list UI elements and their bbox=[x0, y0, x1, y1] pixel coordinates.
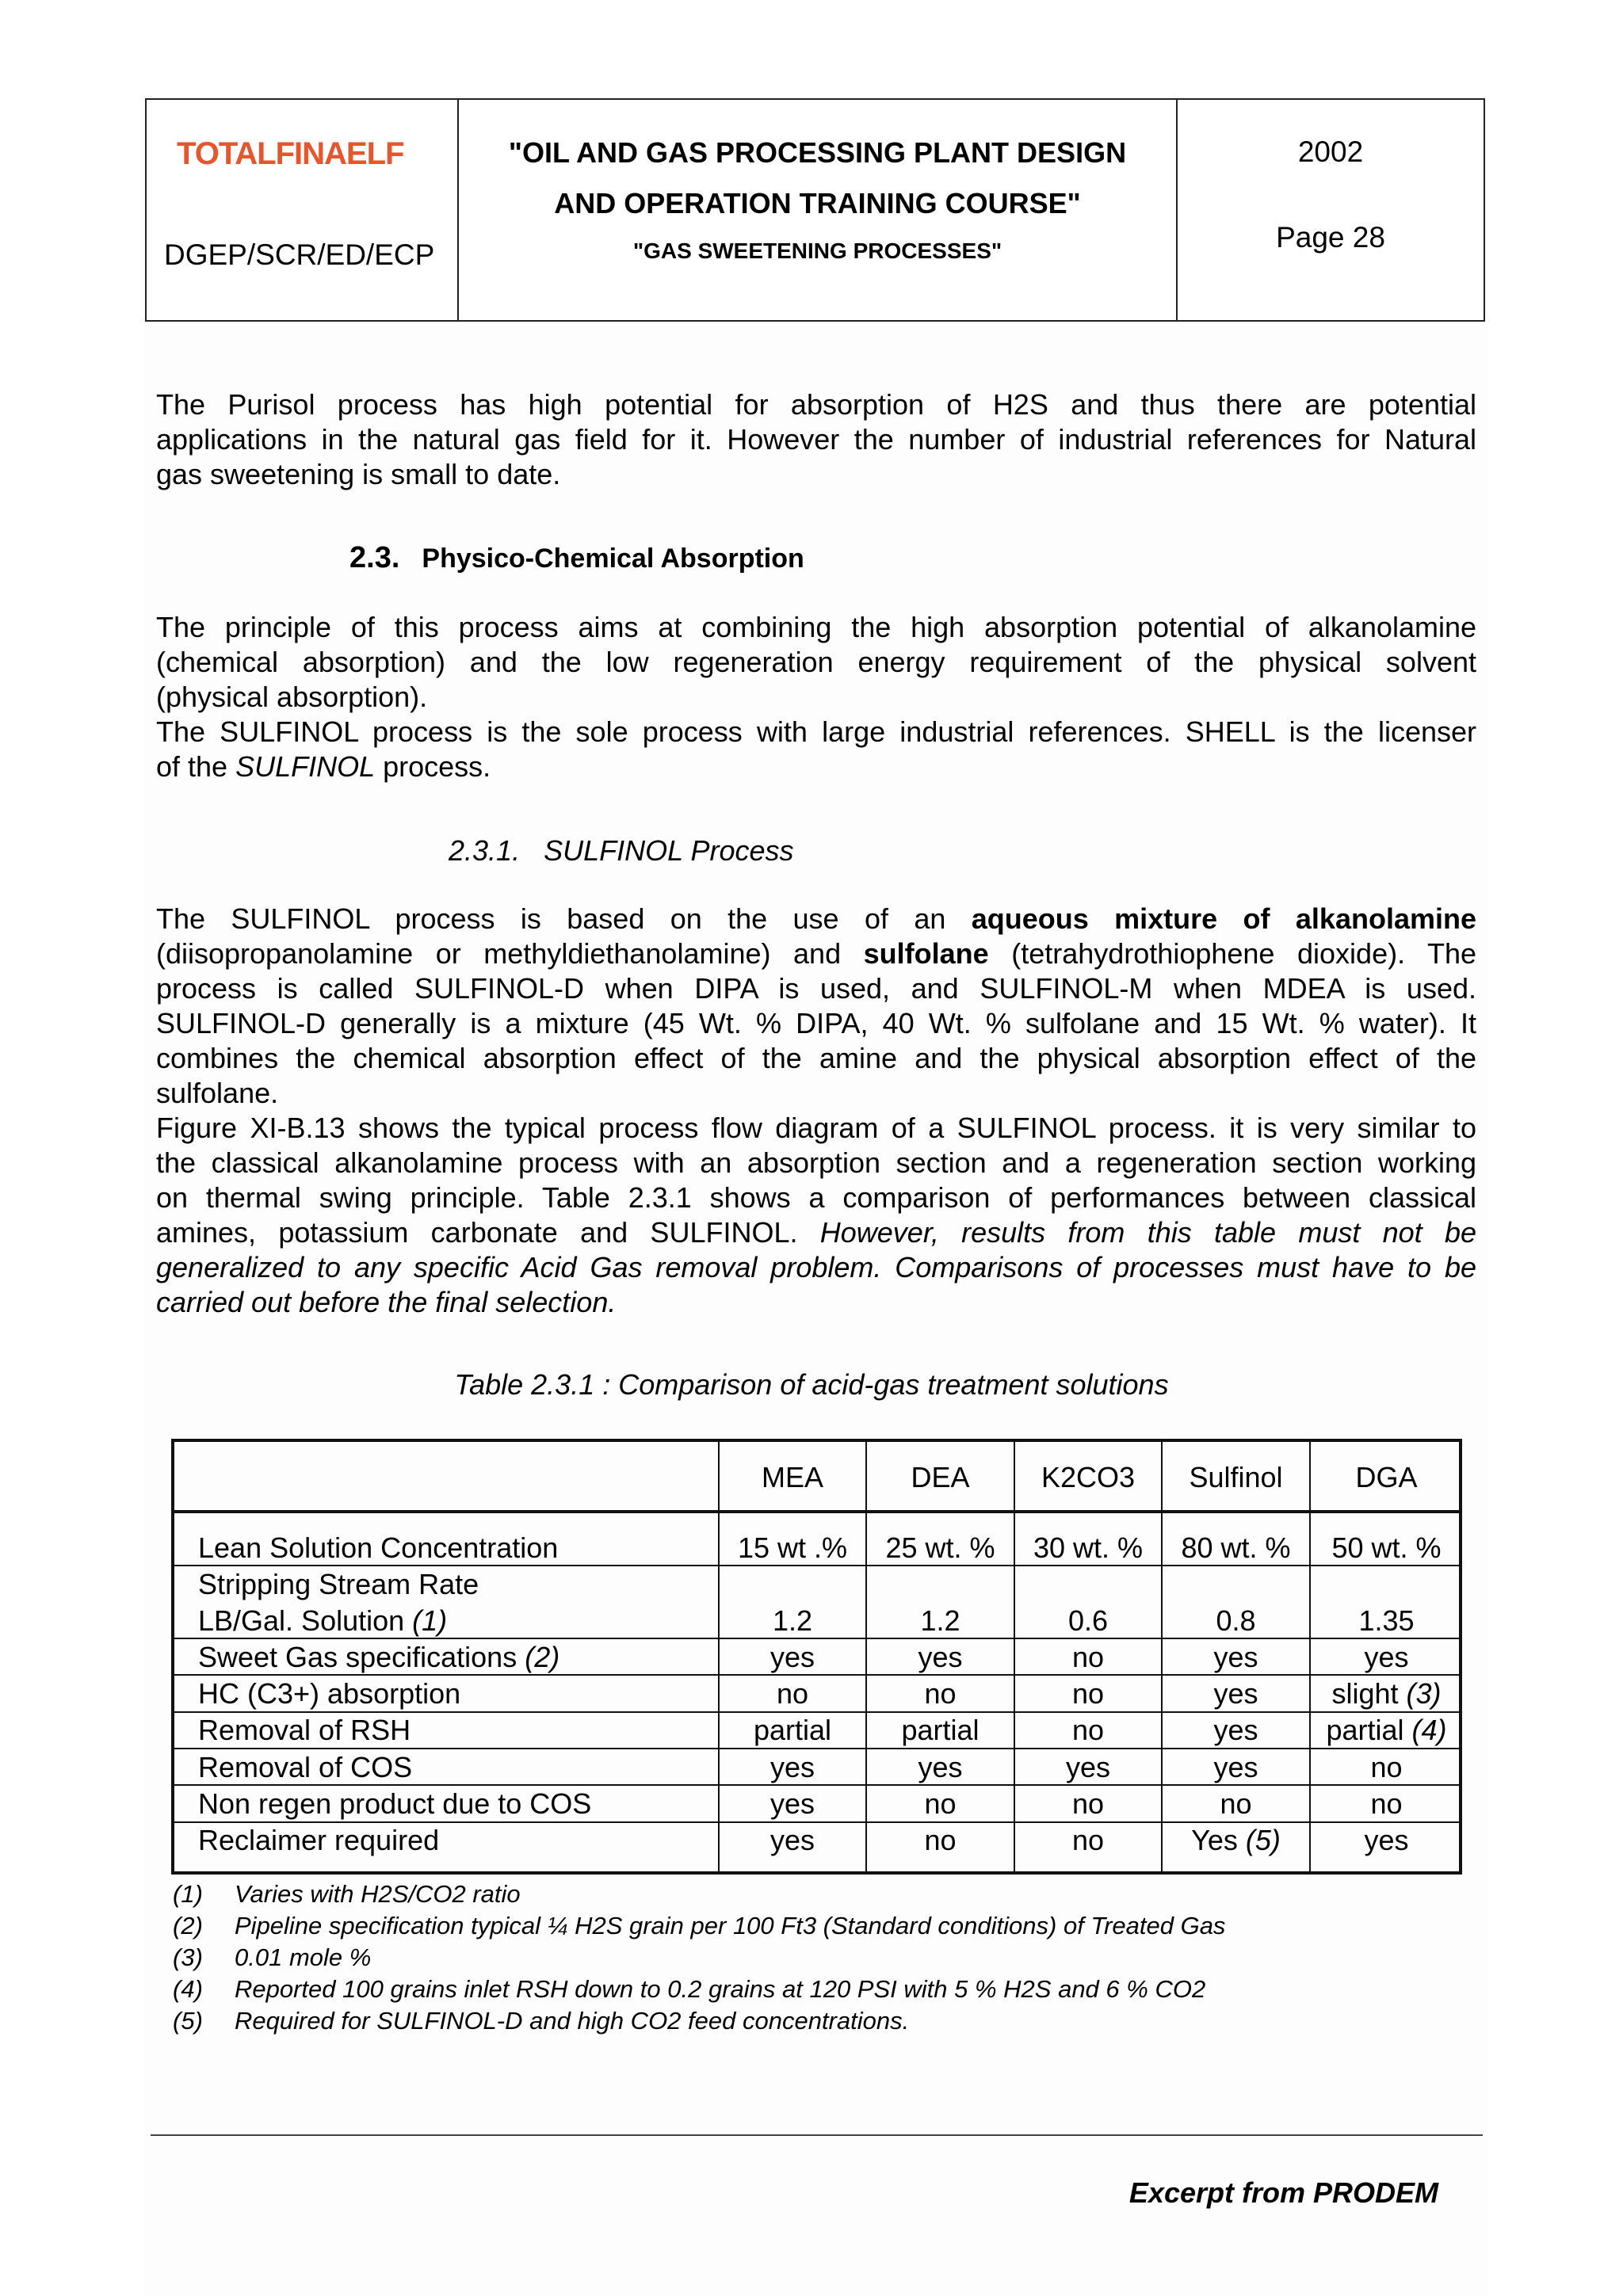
cell-value: no bbox=[1071, 1677, 1105, 1710]
table-row bbox=[174, 1641, 1459, 1676]
text-line: gas sweetening is small to date. bbox=[156, 458, 561, 490]
cell-text: Yes bbox=[1191, 1824, 1246, 1856]
footnote-text: Required for SULFINOL-D and high CO2 feed concentrations. bbox=[235, 2007, 910, 2035]
footnote-ref: (3) bbox=[1406, 1677, 1442, 1710]
italic-term: SULFINOL bbox=[235, 750, 376, 783]
row-label: Lean Solution Concentration bbox=[198, 1531, 559, 1564]
row-label: Removal of RSH bbox=[198, 1714, 411, 1746]
subsection-heading bbox=[449, 834, 794, 868]
page-number: Page 28 bbox=[1276, 221, 1385, 254]
document-subtitle: "GAS SWEETENING PROCESSES" bbox=[632, 238, 1002, 263]
text-line bbox=[156, 1285, 1476, 1320]
table-row-label-extra bbox=[174, 1568, 1459, 1603]
cell-value: yes bbox=[1213, 1751, 1258, 1783]
footnote-ref: (1) bbox=[412, 1604, 448, 1637]
row-label: Reclaimer required bbox=[198, 1824, 440, 1856]
document-year: 2002 bbox=[1297, 135, 1364, 168]
text-line: combines the chemical absorption effect of the amine and the physical absorption effect of the bbox=[156, 1042, 1476, 1074]
table-caption: Table 2.3.1 : Comparison of acid-gas treatment solutions bbox=[454, 1368, 1169, 1401]
cell-value: 25 wt. % bbox=[885, 1531, 995, 1564]
cell-value: no bbox=[1220, 1787, 1252, 1820]
text-fragment: The SULFINOL process is based on the use of an bbox=[156, 902, 972, 935]
text-line bbox=[156, 1215, 1476, 1250]
footer-source: Excerpt from PRODEM bbox=[1128, 2176, 1438, 2209]
header-title-cell bbox=[459, 100, 1178, 320]
row-label-text: LB/Gal. Solution bbox=[198, 1604, 413, 1637]
row-label-text: Sweet Gas specifications bbox=[198, 1641, 525, 1673]
text-line: Figure XI-B.13 shows the typical process flow diagram of a SULFINOL process. it is very similar to bbox=[156, 1112, 1476, 1144]
cell-value bbox=[1311, 1677, 1462, 1711]
sulfinol-paragraph bbox=[156, 902, 1476, 1320]
subsection-title: SULFINOL Process bbox=[544, 834, 794, 867]
row-label: HC (C3+) absorption bbox=[198, 1677, 461, 1710]
cell-value: no bbox=[776, 1677, 809, 1710]
cell-value: yes bbox=[1364, 1824, 1409, 1856]
cell-value: no bbox=[1370, 1787, 1403, 1820]
course-title-line1: "OIL AND GAS PROCESSING PLANT DESIGN bbox=[508, 136, 1127, 169]
cell-value: yes bbox=[918, 1641, 963, 1673]
column-header-dga: DGA bbox=[1355, 1461, 1418, 1493]
cell-value: 0.6 bbox=[1067, 1604, 1109, 1637]
cell-value: yes bbox=[769, 1787, 815, 1820]
footnote-number: (1) bbox=[173, 1880, 203, 1908]
row-label: Non regen product due to COS bbox=[198, 1787, 592, 1820]
cell-value: no bbox=[1071, 1787, 1105, 1820]
cell-value bbox=[1163, 1824, 1309, 1857]
cell-value: partial bbox=[753, 1714, 832, 1746]
cell-value bbox=[1311, 1714, 1462, 1747]
cell-value: 15 wt .% bbox=[737, 1531, 848, 1564]
cell-value: 1.35 bbox=[1358, 1604, 1415, 1637]
cell-value: no bbox=[924, 1677, 957, 1710]
footnote-number: (4) bbox=[173, 1975, 203, 2003]
course-title-line2: AND OPERATION TRAINING COURSE" bbox=[554, 187, 1081, 219]
footnote-text: 0.01 mole % bbox=[235, 1943, 372, 1971]
cell-value: yes bbox=[1065, 1751, 1111, 1783]
cell-value: yes bbox=[1364, 1641, 1409, 1673]
department-code: DGEP/SCR/ED/ECP bbox=[164, 238, 435, 271]
column-header-sulfinol: Sulfinol bbox=[1189, 1461, 1283, 1493]
text-line bbox=[156, 902, 1476, 936]
text-line: (chemical absorption) and the low regeneration energy requirement of the physical solvent bbox=[156, 646, 1476, 678]
italic-text: generalized to any specific Acid Gas removal problem. Comparisons of processes must have to be bbox=[156, 1251, 1476, 1283]
footnote-number: (5) bbox=[173, 2007, 203, 2035]
cell-value: 50 wt. % bbox=[1331, 1531, 1442, 1564]
header-right-cell bbox=[1178, 100, 1484, 320]
text-line bbox=[156, 1250, 1476, 1285]
footnote-text: Varies with H2S/CO2 ratio bbox=[235, 1880, 521, 1908]
text-fragment: process. bbox=[375, 750, 491, 783]
cell-value: yes bbox=[918, 1751, 963, 1783]
company-logo: TOTALFINAELF bbox=[177, 136, 404, 171]
cell-value: yes bbox=[769, 1641, 815, 1673]
table-row bbox=[174, 1604, 1459, 1639]
cell-value: no bbox=[1071, 1714, 1105, 1746]
table-row bbox=[174, 1714, 1459, 1749]
text-line bbox=[156, 749, 1476, 784]
text-line: The principle of this process aims at combining the high absorption potential of alkanolamine bbox=[156, 611, 1476, 643]
footnote-number: (2) bbox=[173, 1912, 203, 1939]
column-header-k2co3: K2CO3 bbox=[1041, 1461, 1136, 1493]
row-label: Removal of COS bbox=[198, 1751, 413, 1783]
column-header-dea: DEA bbox=[911, 1461, 970, 1493]
footer-divider bbox=[151, 2134, 1483, 2136]
footnote-text: Reported 100 grains inlet RSH down to 0.2 grains at 120 PSI with 5 % H2S and 6 % CO2 bbox=[235, 1975, 1206, 2003]
text-line: SULFINOL-D generally is a mixture (45 Wt. % DIPA, 40 Wt. % sulfolane and 15 Wt. % water). It bbox=[156, 1007, 1476, 1039]
cell-value: no bbox=[924, 1787, 957, 1820]
footnote-ref: (2) bbox=[525, 1641, 560, 1673]
section-number: 2.3. bbox=[349, 541, 400, 574]
cell-value: 80 wt. % bbox=[1181, 1531, 1291, 1564]
table-row bbox=[174, 1531, 1459, 1566]
cell-value: yes bbox=[1213, 1677, 1258, 1710]
text-line: The SULFINOL process is the sole process with large industrial references. SHELL is the licenser bbox=[156, 715, 1476, 748]
italic-text: However, results from this table must not be bbox=[819, 1216, 1477, 1249]
cell-text: slight bbox=[1331, 1677, 1407, 1710]
text-line: the classical alkanolamine process with an absorption section and a regeneration section working bbox=[156, 1146, 1476, 1179]
row-label: Stripping Stream Rate bbox=[198, 1568, 479, 1600]
footnote-number: (3) bbox=[173, 1943, 203, 1971]
cell-value: yes bbox=[769, 1824, 815, 1856]
table-row bbox=[174, 1677, 1459, 1712]
italic-text: carried out before the final selection. bbox=[156, 1286, 617, 1318]
cell-value: 30 wt. % bbox=[1033, 1531, 1144, 1564]
header-left-cell bbox=[147, 100, 459, 320]
table-header-divider bbox=[174, 1510, 1459, 1513]
text-fragment: (tetrahydrothiophene dioxide). The bbox=[988, 937, 1477, 970]
text-line: process is called SULFINOL-D when DIPA is used, and SULFINOL-M when MDEA is used. bbox=[156, 972, 1476, 1005]
row-label bbox=[198, 1641, 559, 1674]
document-header bbox=[145, 98, 1485, 322]
table-row bbox=[174, 1787, 1459, 1822]
text-line: (physical absorption). bbox=[156, 681, 428, 713]
row-label bbox=[198, 1604, 447, 1638]
cell-value: partial bbox=[901, 1714, 980, 1746]
cell-text: partial bbox=[1326, 1714, 1412, 1746]
table-row bbox=[174, 1751, 1459, 1786]
text-fragment: amines, potassium carbonate and SULFINOL. bbox=[156, 1216, 820, 1249]
cell-value: no bbox=[924, 1824, 957, 1856]
cell-value: no bbox=[1370, 1751, 1403, 1783]
bold-term: aqueous mixture of alkanolamine bbox=[971, 902, 1476, 935]
cell-value: 1.2 bbox=[920, 1604, 960, 1637]
column-header-mea: MEA bbox=[761, 1461, 823, 1493]
bold-term: sulfolane bbox=[863, 937, 989, 970]
cell-value: yes bbox=[769, 1751, 815, 1783]
cell-value: yes bbox=[1213, 1714, 1258, 1746]
text-fragment: of the bbox=[156, 750, 236, 783]
cell-value: 0.8 bbox=[1216, 1604, 1256, 1637]
text-line: sulfolane. bbox=[156, 1077, 279, 1109]
subsection-number: 2.3.1. bbox=[449, 834, 521, 867]
footnote-text: Pipeline specification typical ¼ H2S grain per 100 Ft3 (Standard conditions) of Treated Gas bbox=[235, 1912, 1226, 1939]
section-paragraph bbox=[156, 610, 1476, 784]
text-line: on thermal swing principle. Table 2.3.1 shows a comparison of performances between classical bbox=[156, 1181, 1476, 1214]
text-fragment: (diisopropanolamine or methyldiethanolamine) and bbox=[156, 937, 864, 970]
cell-value: no bbox=[1071, 1641, 1105, 1673]
section-title: Physico-Chemical Absorption bbox=[422, 543, 804, 574]
comparison-table bbox=[171, 1439, 1462, 1875]
table-row bbox=[174, 1824, 1459, 1859]
text-line: The Purisol process has high potential for absorption of H2S and thus there are potential bbox=[156, 388, 1476, 421]
cell-value: no bbox=[1071, 1824, 1105, 1856]
footnote-ref: (4) bbox=[1411, 1714, 1447, 1746]
section-heading bbox=[349, 541, 804, 575]
footnote-ref: (5) bbox=[1245, 1824, 1281, 1856]
intro-paragraph bbox=[156, 387, 1476, 492]
text-line: applications in the natural gas field for it. However the number of industrial references for Natural bbox=[156, 423, 1476, 456]
text-line bbox=[156, 936, 1476, 971]
cell-value: yes bbox=[1213, 1641, 1258, 1673]
cell-value: 1.2 bbox=[772, 1604, 813, 1637]
